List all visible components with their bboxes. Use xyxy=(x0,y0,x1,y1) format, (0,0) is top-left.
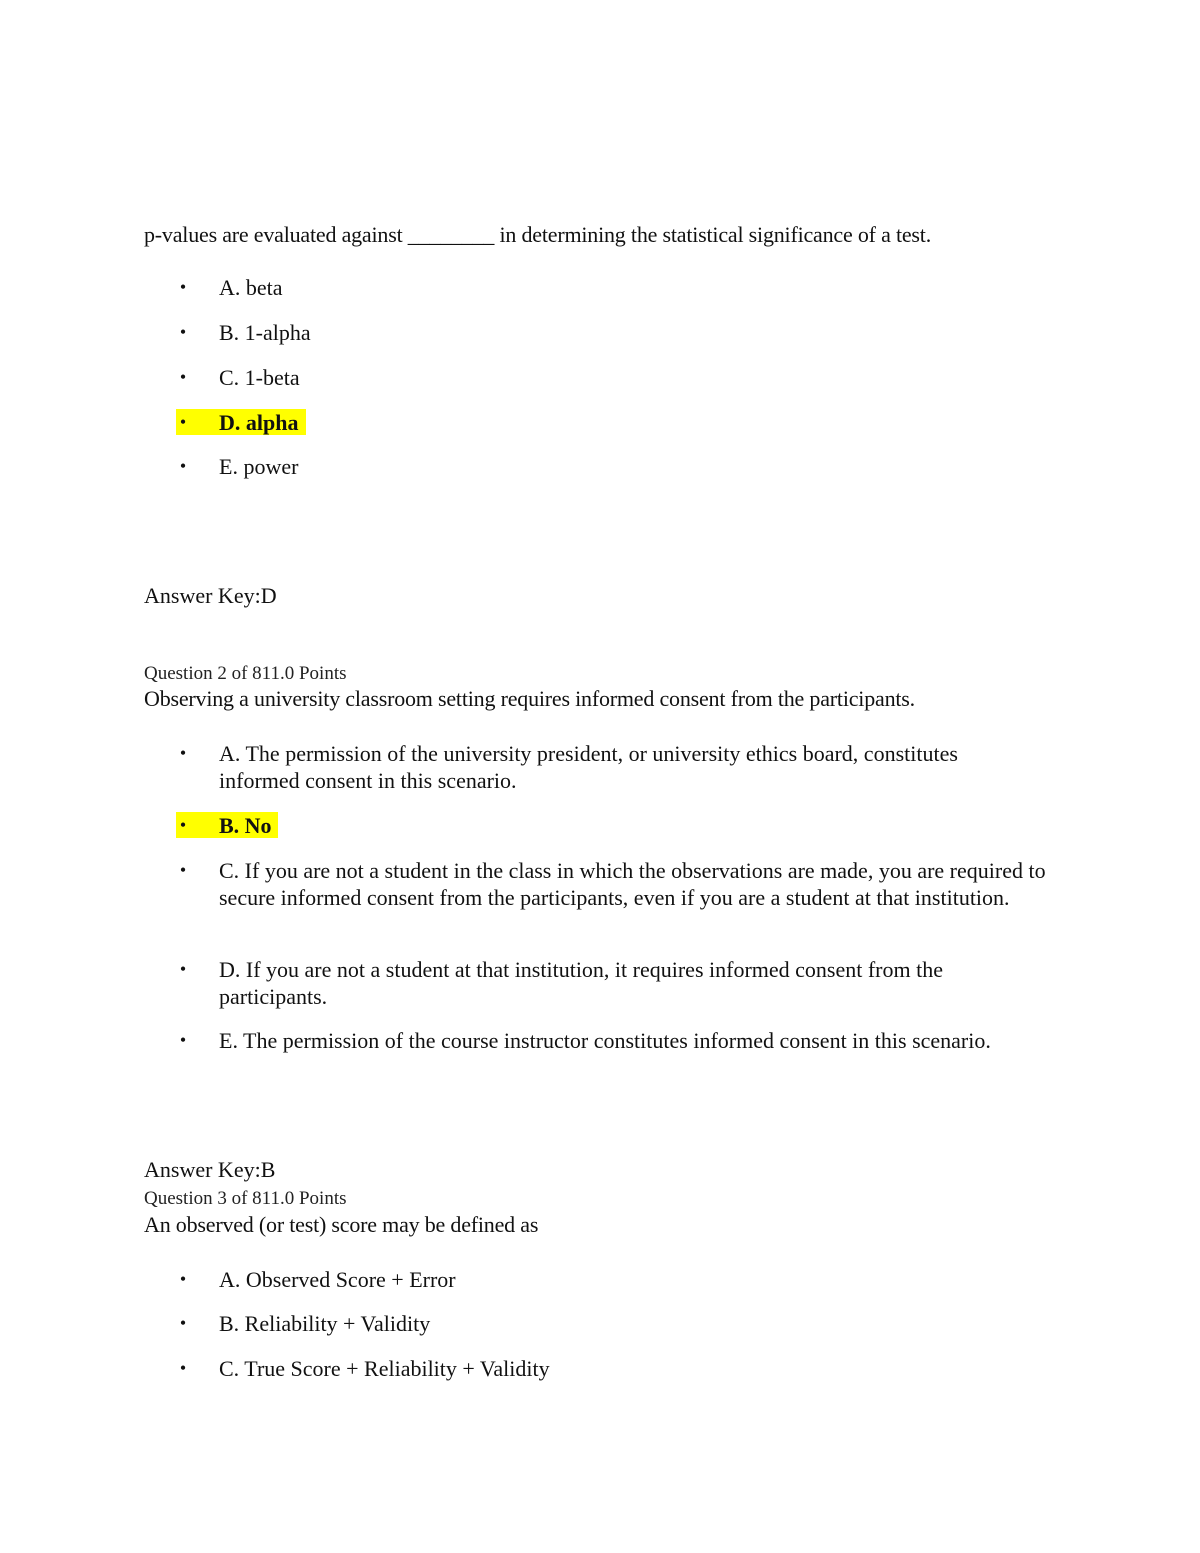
bullet-icon: • xyxy=(179,412,187,432)
bullet-icon: • xyxy=(179,322,187,342)
question-2-answer-key: Answer Key:B xyxy=(144,1157,276,1182)
option-label: A. Observed Score + Error xyxy=(219,1267,456,1292)
option-label: C. If you are not a student in the class in which the observations are made, you are required to secure informed consent from the participants, even if you are a student at that institution. xyxy=(219,858,1046,910)
bullet-icon: • xyxy=(179,1030,187,1050)
option-label: C. 1-beta xyxy=(219,365,300,390)
option-label: B. Reliability + Validity xyxy=(219,1311,431,1336)
question-3-stem: An observed (or test) score may be defined as xyxy=(144,1212,539,1237)
option-label: B. No xyxy=(219,813,272,838)
option-label: D. alpha xyxy=(219,410,299,435)
option-label: E. power xyxy=(219,454,299,479)
option-label: E. The permission of the course instructor constitutes informed consent in this scenario. xyxy=(219,1028,991,1053)
bullet-icon: • xyxy=(179,456,187,476)
bullet-icon: • xyxy=(179,743,187,763)
bullet-icon: • xyxy=(179,959,187,979)
bullet-icon: • xyxy=(179,1269,187,1289)
option-label: A. The permission of the university president, or university ethics board, constitutes informed consent in this scenario. xyxy=(219,741,958,793)
question-2-stem: Observing a university classroom setting requires informed consent from the participants. xyxy=(144,686,915,711)
option-label: D. If you are not a student at that institution, it requires informed consent from the participants. xyxy=(219,957,943,1009)
bullet-icon: • xyxy=(179,860,187,880)
question-1-answer-key: Answer Key:D xyxy=(144,583,277,608)
bullet-icon: • xyxy=(179,277,187,297)
question-1-stem: p-values are evaluated against ________ in determining the statistical significance of a test. xyxy=(144,222,931,247)
question-3-header: Question 3 of 811.0 Points xyxy=(144,1188,347,1209)
bullet-icon: • xyxy=(179,367,187,387)
question-2-header: Question 2 of 811.0 Points xyxy=(144,663,347,684)
option-label: A. beta xyxy=(219,275,283,300)
option-label: C. True Score + Reliability + Validity xyxy=(219,1356,550,1381)
bullet-icon: • xyxy=(179,815,187,835)
bullet-icon: • xyxy=(179,1313,187,1333)
bullet-icon: • xyxy=(179,1358,187,1378)
option-label: B. 1-alpha xyxy=(219,320,311,345)
